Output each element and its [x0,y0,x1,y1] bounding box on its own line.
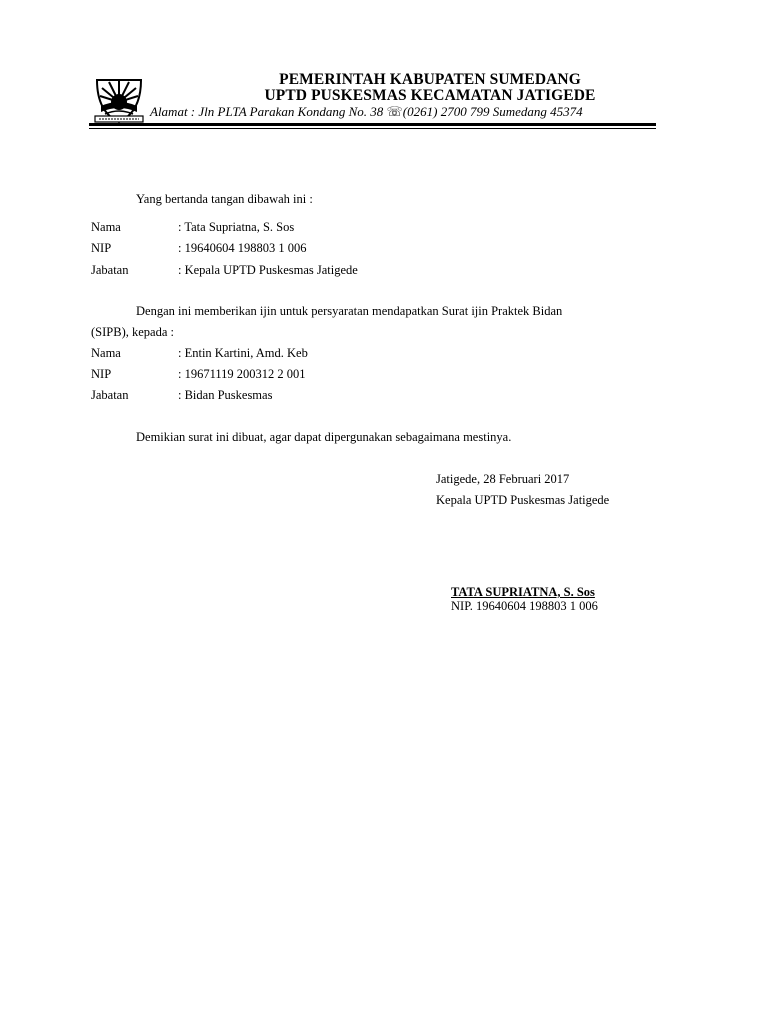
permission-paragraph-line1: Dengan ini memberikan ijin untuk persyaratan mendapatkan Surat ijin Praktek Bidan [136,304,563,318]
permission-paragraph-line2: (SIPB), kepada : [91,325,174,339]
address-suffix: (0261) 2700 799 Sumedang 45374 [402,104,583,119]
address-prefix: Alamat : Jln PLTA Parakan Kondang No. 38 [150,104,384,119]
intro-text: Yang bertanda tangan dibawah ini : [136,192,313,206]
signature-position: Kepala UPTD Puskesmas Jatigede [436,493,610,507]
signer-value-nip: : 19640604 198803 1 006 [178,241,307,255]
letterhead-divider-thick [89,123,656,126]
closing-text: Demikian surat ini dibuat, agar dapat dipergunakan sebagaimana mestinya. [136,430,512,444]
letterhead-divider-thin [89,128,656,129]
signer-value-name: : Tata Supriatna, S. Sos [178,220,295,234]
letterhead-title-government: PEMERINTAH KABUPATEN SUMEDANG [279,71,581,88]
sumedang-emblem-logo [93,72,145,124]
letterhead-title-puskesmas: UPTD PUSKESMAS KECAMATAN JATIGEDE [264,87,596,104]
signature-name: TATA SUPRIATNA, S. Sos [451,585,595,599]
signature-place-date: Jatigede, 28 Februari 2017 [436,472,570,486]
telephone-icon: ☏ [386,104,403,119]
signer-value-position: : Kepala UPTD Puskesmas Jatigede [178,263,358,277]
recipient-label-nip: NIP [91,367,112,381]
signer-label-name: Nama [91,220,121,234]
recipient-value-position: : Bidan Puskesmas [178,388,273,402]
recipient-label-name: Nama [91,346,121,360]
signer-label-position: Jabatan [91,263,129,277]
recipient-value-nip: : 19671119 200312 2 001 [178,367,306,381]
signer-label-nip: NIP [91,241,112,255]
recipient-label-position: Jabatan [91,388,129,402]
letterhead-address [150,104,670,120]
signature-nip: NIP. 19640604 198803 1 006 [451,599,598,613]
recipient-value-name: : Entin Kartini, Amd. Keb [178,346,308,360]
